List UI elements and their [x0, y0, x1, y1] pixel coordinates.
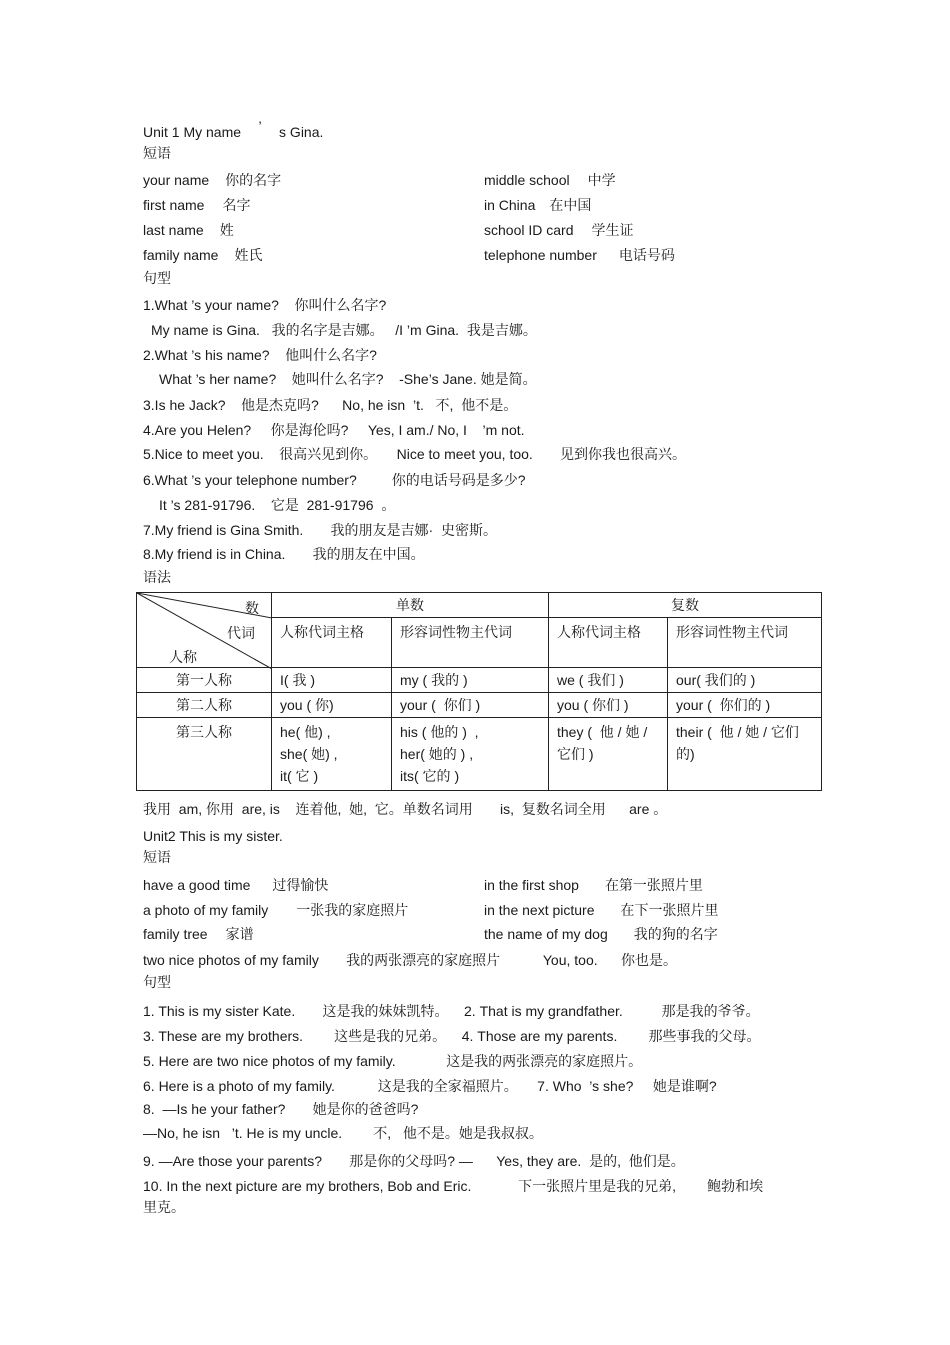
person-cell: 第二人称	[137, 693, 272, 718]
sentence-line: 1.What ’s your name? 你叫什么名字?	[143, 297, 387, 313]
phrase-en: school ID card	[484, 222, 574, 238]
phrase-en: your name	[143, 172, 210, 188]
sentence-line: 3. These are my brothers. 这些是我的兄弟。 4. Those are my parents. 那些事我的父母。	[143, 1028, 761, 1044]
phrase-zh: 名字	[222, 197, 251, 213]
phrase-item	[143, 222, 234, 239]
table-header-singular: 单数	[272, 593, 549, 618]
cell-line: her( 她的 ) ,	[400, 746, 474, 762]
unit1-title	[143, 118, 324, 141]
phrase-item	[484, 926, 718, 943]
cell-line: it( 它 )	[280, 768, 319, 784]
unit2-sentences-heading: 句型	[143, 974, 171, 990]
sentence-line: 7.My friend is Gina Smith. 我的朋友是吉娜· 史密斯。	[143, 522, 497, 538]
table-subheader-subject: 人称代词主格	[272, 618, 392, 668]
table-row	[137, 668, 822, 693]
phrase-item	[143, 172, 281, 189]
table-row	[137, 693, 822, 718]
table-cell: we ( 我们 )	[549, 668, 668, 693]
table-header-plural: 复数	[549, 593, 822, 618]
table-cell: our( 我们的 )	[668, 668, 822, 693]
corner-label-number: 数	[245, 600, 259, 616]
unit1-title-apostrophe: ’	[258, 118, 262, 134]
sentence-line: My name is Gina. 我的名字是吉娜。 /I ’m Gina. 我是吉娜。	[151, 322, 537, 338]
unit1-title-part2: s Gina.	[279, 124, 324, 140]
table-subheader-possessive: 形容词性物主代词	[392, 618, 549, 668]
sentence-line: 5. Here are two nice photos of my family. 这是我的两张漂亮的家庭照片。	[143, 1053, 643, 1069]
table-cell: your ( 你们 )	[392, 693, 549, 718]
unit1-title-part1: Unit 1 My name	[143, 124, 242, 140]
sentence-line: 6. Here is a photo of my family. 这是我的全家福照片。 7. Who ’s she? 她是谁啊?	[143, 1078, 717, 1094]
table-corner-cell	[137, 593, 272, 668]
phrase-en: last name	[143, 222, 204, 238]
phrase-zh: 在第一张照片里	[604, 877, 703, 893]
phrase-en: family name	[143, 247, 219, 263]
phrase-item	[484, 222, 633, 239]
phrase-item	[143, 247, 262, 264]
table-cell	[272, 718, 392, 791]
unit1-phrases-heading: 短语	[143, 145, 171, 161]
phrase-item	[484, 247, 675, 264]
cell-line: 的)	[676, 746, 695, 762]
phrase-zh: 姓氏	[234, 247, 263, 263]
cell-line: he( 他) ,	[280, 724, 331, 740]
phrase-zh: 学生证	[591, 222, 634, 238]
person-cell: 第三人称	[137, 718, 272, 791]
table-cell	[392, 718, 549, 791]
phrase-item	[484, 197, 591, 214]
table-row	[137, 718, 822, 791]
sentence-line: It ’s 281-91796. 它是 281-91796 。	[159, 497, 396, 513]
table-cell	[668, 718, 822, 791]
table-cell: your ( 你们的 )	[668, 693, 822, 718]
person-cell: 第一人称	[137, 668, 272, 693]
phrase-item	[484, 172, 616, 189]
sentence-line: 4.Are you Helen? 你是海伦吗? Yes, I am./ No, I ’m not.	[143, 422, 525, 438]
phrase-en: the name of my dog	[484, 926, 608, 942]
cell-line: she( 她) ,	[280, 746, 338, 762]
corner-label-pronoun: 代词	[227, 625, 255, 641]
sentence-line: 2.What ’s his name? 他叫什么名字?	[143, 347, 377, 363]
cell-line: their ( 他 / 她 / 它们	[676, 724, 799, 740]
phrase-zh: 中学	[587, 172, 616, 188]
sentence-line: 10. In the next picture are my brothers, Bob and Eric. 下一张照片里是我的兄弟, 鲍勃和埃	[143, 1178, 764, 1194]
pronoun-table	[136, 592, 822, 791]
phrase-zh: 在下一张照片里	[620, 902, 719, 918]
phrase-item	[484, 902, 719, 919]
phrase-en: family tree	[143, 926, 208, 942]
phrase-line: two nice photos of my family 我的两张漂亮的家庭照片 You, too. 你也是。	[143, 952, 677, 968]
sentence-line: What ’s her name? 她叫什么名字? -She’s Jane. 她是简。	[159, 371, 537, 387]
phrase-zh: 你的名字	[225, 172, 282, 188]
phrase-en: first name	[143, 197, 205, 213]
sentence-line: —No, he isn ’t. He is my uncle. 不, 他不是。她是我叔叔。	[143, 1125, 543, 1141]
table-subheader-subject: 人称代词主格	[549, 618, 668, 668]
phrase-en: in the first shop	[484, 877, 579, 893]
cell-line: they ( 他 / 她 /	[557, 724, 648, 740]
phrase-zh: 家谱	[225, 926, 254, 942]
phrase-zh: 过得愉快	[272, 877, 329, 893]
cell-line: its( 它的 )	[400, 768, 460, 784]
phrase-en: middle school	[484, 172, 570, 188]
phrase-zh: 姓	[219, 222, 234, 238]
grammar-note: 我用 am, 你用 are, is 连着他, 她, 它。单数名词用 is, 复数名词全用 are 。	[143, 801, 668, 817]
corner-label-person: 人称	[169, 649, 197, 665]
sentence-line: 8.My friend is in China. 我的朋友在中国。	[143, 546, 425, 562]
unit1-sentences-heading: 句型	[143, 270, 171, 286]
phrase-item	[143, 926, 254, 943]
sentence-line: 5.Nice to meet you. 很高兴见到你。 Nice to meet you, too. 见到你我也很高兴。	[143, 446, 687, 462]
phrase-item	[143, 877, 328, 894]
cell-line: his ( 他的 ) ,	[400, 724, 479, 740]
phrase-zh: 在中国	[549, 197, 592, 213]
phrase-zh: 一张我的家庭照片	[296, 902, 409, 918]
table-cell: you ( 你)	[272, 693, 392, 718]
phrase-en: a photo of my family	[143, 902, 269, 918]
sentence-line: 1. This is my sister Kate. 这是我的妹妹凯特。 2. That is my grandfather. 那是我的爷爷。	[143, 1003, 760, 1019]
phrase-item	[143, 902, 408, 919]
table-subheader-possessive: 形容词性物主代词	[668, 618, 822, 668]
phrase-zh: 我的狗的名字	[633, 926, 718, 942]
phrase-item	[484, 877, 703, 894]
cell-line: 它们 )	[557, 746, 594, 762]
phrase-en: in the next picture	[484, 902, 595, 918]
unit2-title: Unit2 This is my sister.	[143, 828, 283, 844]
table-cell: my ( 我的 )	[392, 668, 549, 693]
table-cell: I( 我 )	[272, 668, 392, 693]
sentence-line: 6.What ’s your telephone number? 你的电话号码是多少?	[143, 472, 526, 488]
table-cell	[549, 718, 668, 791]
table-cell: you ( 你们 )	[549, 693, 668, 718]
phrase-zh: 电话号码	[618, 247, 675, 263]
unit1-grammar-heading: 语法	[143, 569, 171, 585]
sentence-line: 8. —Is he your father? 她是你的爸爸吗?	[143, 1101, 419, 1117]
sentence-line: 3.Is he Jack? 他是杰克吗? No, he isn ’t. 不, 他不是。	[143, 397, 518, 413]
phrase-en: in China	[484, 197, 536, 213]
phrase-en: telephone number	[484, 247, 597, 263]
sentence-line: 里克。	[143, 1199, 185, 1215]
sentence-line: 9. —Are those your parents? 那是你的父母吗? — Yes, they are. 是的, 他们是。	[143, 1153, 685, 1169]
phrase-en: have a good time	[143, 877, 251, 893]
phrase-item	[143, 197, 250, 214]
unit2-phrases-heading: 短语	[143, 849, 171, 865]
